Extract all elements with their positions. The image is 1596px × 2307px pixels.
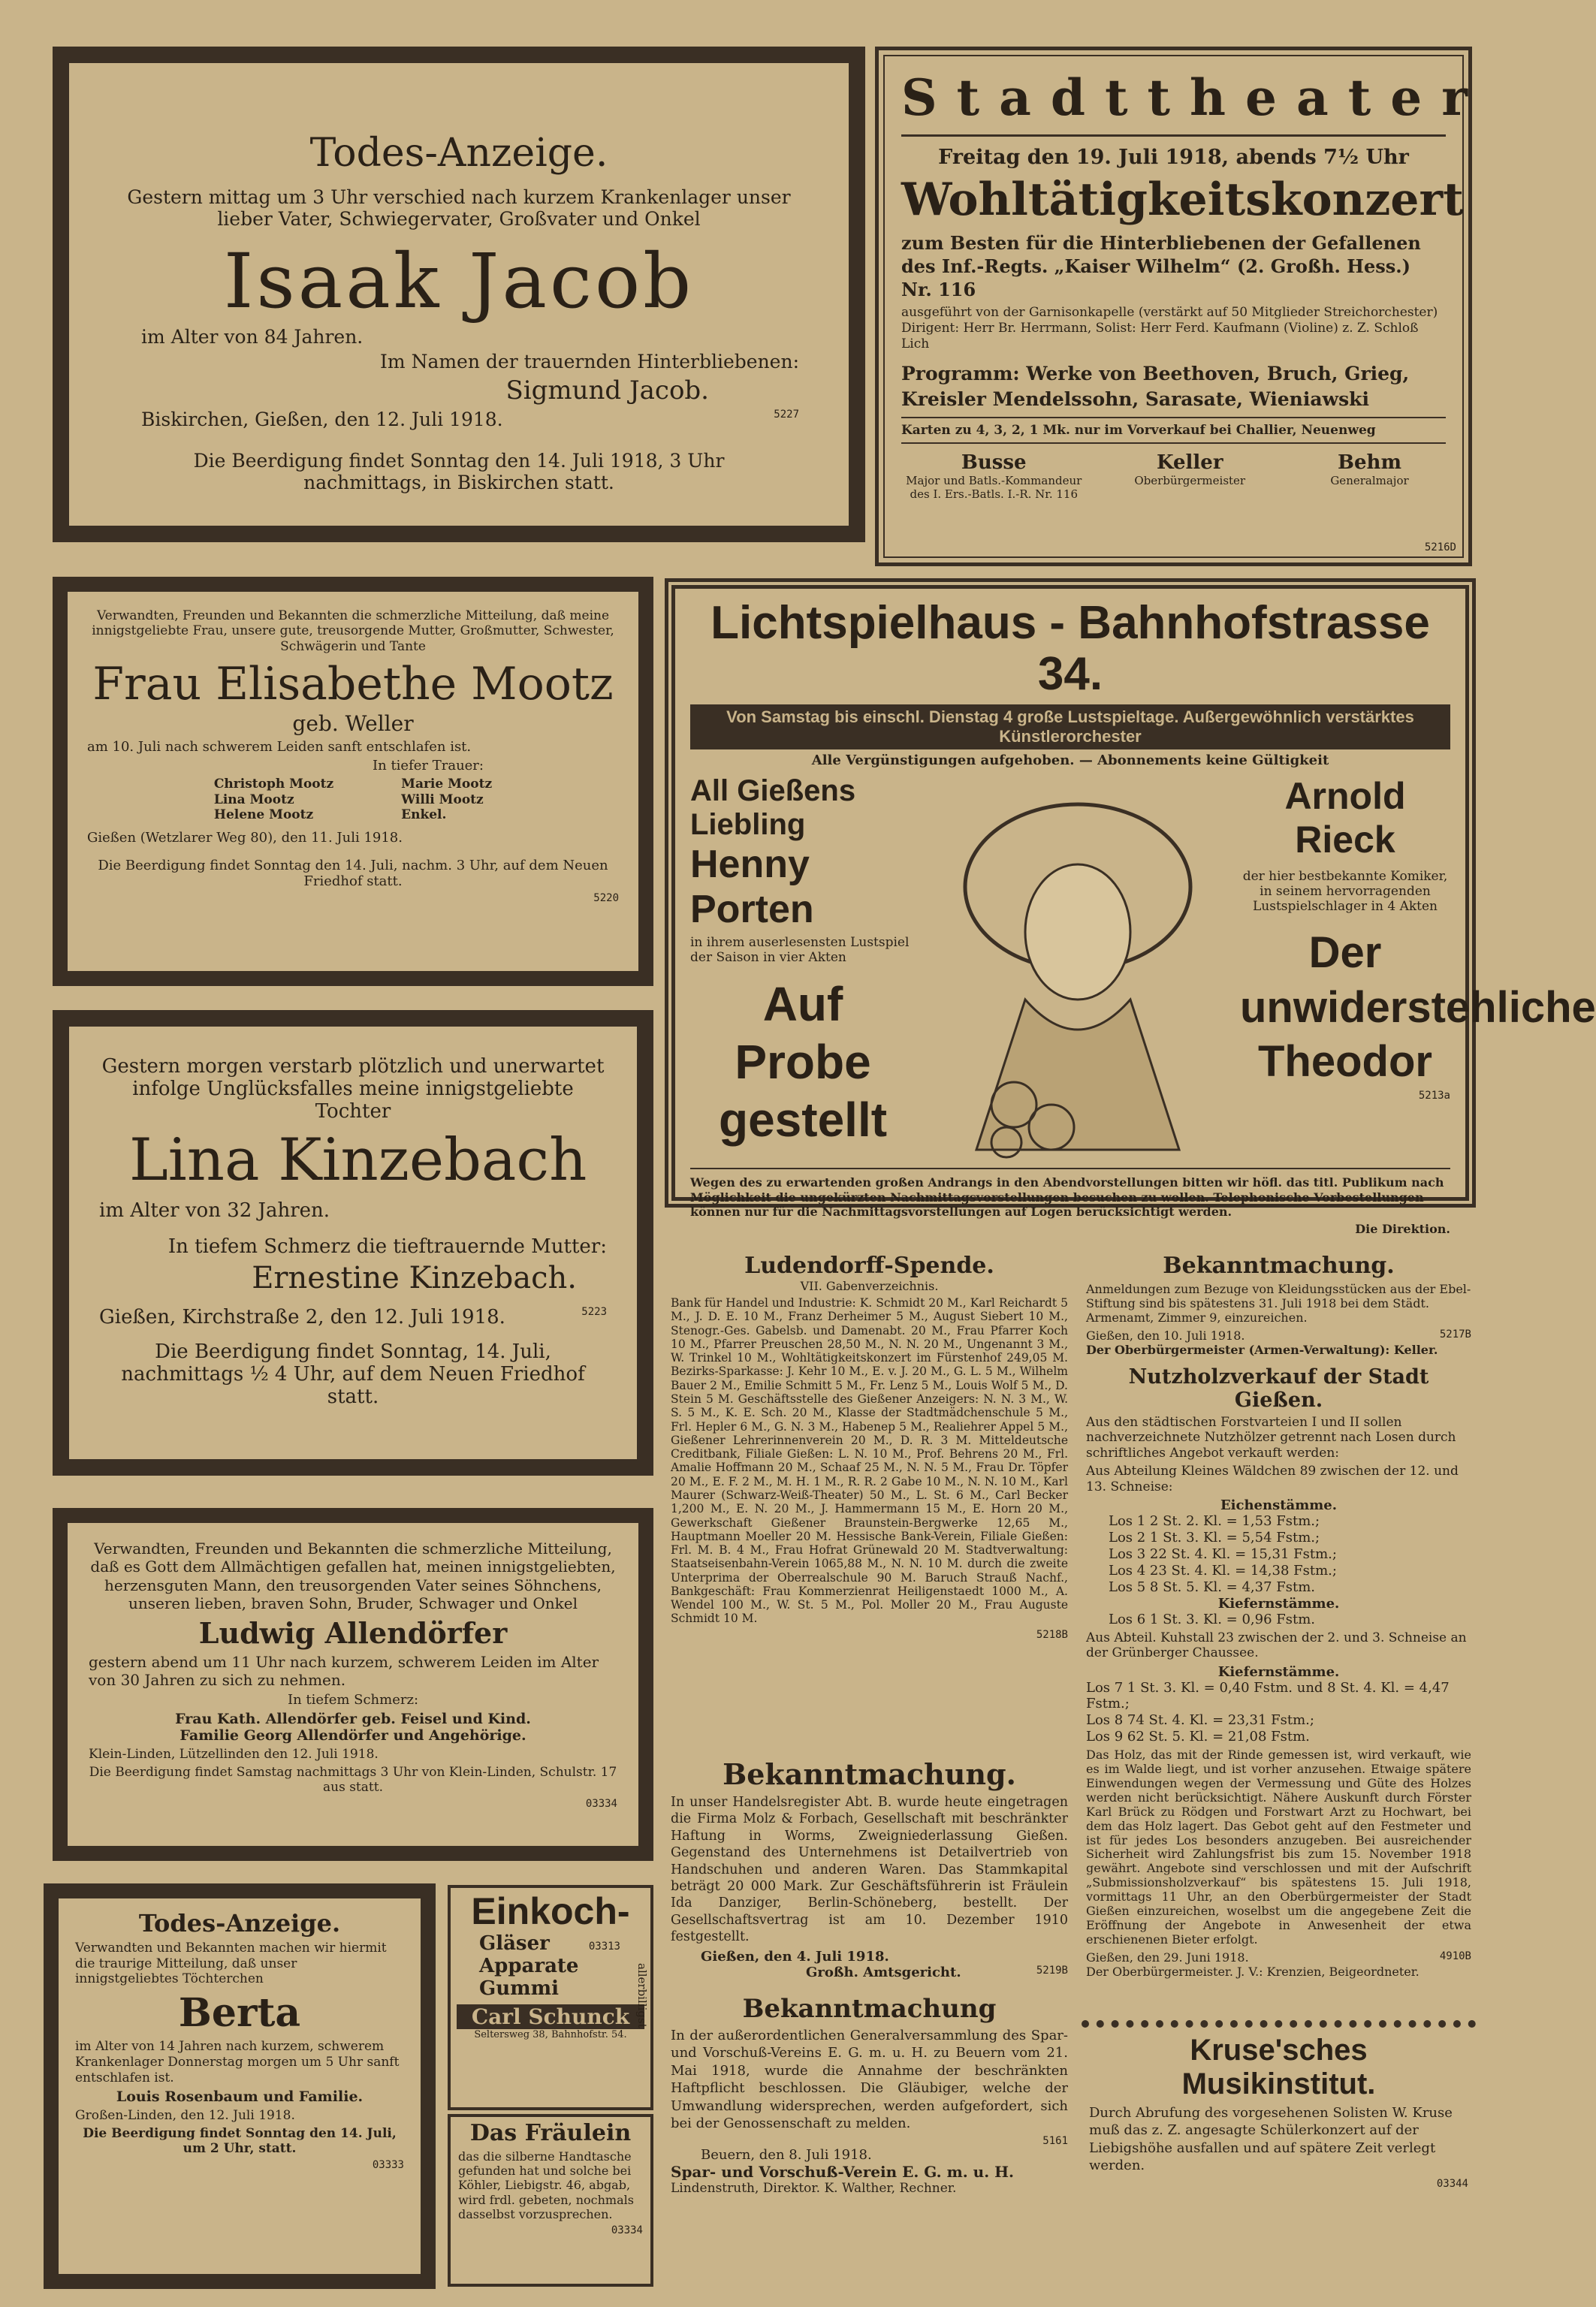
sparverein-notice <box>665 1994 1074 2272</box>
age-line: im Alter von 84 Jahren. <box>141 326 364 348</box>
ad-side-text: allerbilligst <box>635 1963 649 2028</box>
notice-intro: Verwandten, Freunden und Bekannten die schmerzliche Mitteilung, daß meine innigstgeliebte Frau, unsere gute, treusorgende Mutter, Großmutter, Schwester, Schwägerin und Tante <box>92 608 614 654</box>
notice-body: Anmeldungen zum Bezuge von Kleidungsstücken aus der Ebel-Stiftung sind bis spätestens 31. Juli 1918 bei dem Städt. Armenamt, Zimmer 9, einzureichen. <box>1086 1282 1471 1325</box>
wood-category: Kiefernstämme. <box>1217 1595 1340 1612</box>
cinema-footer: Wegen des zu erwartenden großen Andrangs in den Abendvorstellungen bitten wir höfl. das titl. Publikum nach Möglichkeit die ungekürzten Nachmittagsvorstellungen besuchen zu wollen. Telephonische Vorbestellungen können nur für die Nachmittagsvorstellungen auf Logen berücksichtigt werden. <box>690 1168 1450 1219</box>
lot-entry: Los 2 1 St. 3. Kl. = 5,54 Fstm.; <box>1109 1529 1320 1546</box>
funeral-info: Die Beerdigung findet Sonntag den 14. Juli, um 2 Uhr, statt. <box>83 2126 397 2157</box>
death-line: am 10. Juli nach schwerem Leiden sanft entschlafen ist. <box>87 739 472 755</box>
mourners-label: In tiefer Trauer: <box>373 758 484 774</box>
nutzholz-notice <box>1082 1365 1476 2011</box>
place-date: Gießen, Kirchstraße 2, den 12. Juli 1918. <box>99 1305 505 1328</box>
lost-bag-notice <box>448 2114 653 2287</box>
notice-body: In unser Handelsregister Abt. B. wurde heute eingetragen die Firma Molz & Forbach, Gesellschaft mit beschränkter Haftung in Worms, Zweigniederlassung Gießen. Gegenstand des Unternehmens ist Detailvertrieb von Handschuhen und anderen Waren. Das Stammkapital beträgt 20 000 Mark. Zur Geschäftsführerin ist Fräulein Ida Danziger, Berlin-Schöneberg, bestellt. Der Gesellschaftsvertrag ist am 10. Dezember 1910 festgestellt. <box>671 1795 1068 1945</box>
notice-title: Nutzholzverkauf der Stadt Gießen. <box>1128 1365 1429 1412</box>
place-date: Biskirchen, Gießen, den 12. Juli 1918. <box>141 409 503 430</box>
firm-name: Spar- und Vorschuß-Verein E. G. m. u. H. <box>671 2163 1014 2182</box>
berta-notice <box>44 1883 436 2289</box>
signatory-title: Major und Batls.-Kommandeur des I. Ers.-Batls. I.-R. Nr. 116 <box>906 473 1082 501</box>
mourner-name: Enkel. <box>401 807 447 822</box>
ad-title: Kruse'sches Musikinstitut. <box>1181 2034 1376 2100</box>
mourner-name: Willi Mootz <box>401 792 484 807</box>
mourner-name: Louis Rosenbaum und Familie. <box>116 2088 364 2106</box>
theater-title: Stadttheater <box>901 68 1446 137</box>
notice-title: Ludendorff-Spende. <box>744 1253 994 1279</box>
funeral-info: Die Beerdigung findet Sonntag den 14. Juli, nachm. 3 Uhr, auf dem Neuen Friedhof statt. <box>98 858 608 890</box>
film-description: in ihrem auserlesensten Lustspiel der Saison in vier Akten <box>690 935 910 966</box>
funeral-info: Die Beerdigung findet Sonntag, 14. Juli, nachmittags ½ 4 Uhr, auf dem Neuen Friedhof statt. <box>121 1340 585 1408</box>
mourner-name: Sigmund Jacob. <box>505 375 709 406</box>
lot-entry: Los 1 2 St. 2. Kl. = 1,53 Fstm.; <box>1109 1512 1320 1529</box>
wood-category: Kiefernstämme. <box>1217 1663 1340 1680</box>
notice-signature: Der Oberbürgermeister. J. V.: Krenzien, Beigeordneter. <box>1086 1964 1420 1979</box>
lot-entry: Los 7 1 St. 3. Kl. = 0,40 Fstm. und 8 St. 4. Kl. = 4,47 Fstm.; <box>1086 1679 1450 1712</box>
lot-entry: Los 4 23 St. 4. Kl. = 14,38 Fstm.; <box>1109 1562 1337 1579</box>
mourners-label: In tiefem Schmerz: <box>287 1692 419 1708</box>
ad-code: 03313 <box>588 1941 620 1953</box>
concert-title: Wohltätigkeitskonzert <box>901 173 1464 226</box>
performers: ausgeführt von der Garnisonkapelle (verstärkt auf 50 Mitglieder Streichorchester) Dirigent: Herr Br. Herrmann, Solist: Herr Ferd. Kaufmann (Violine) z. Z. Schloß Lich <box>901 304 1438 352</box>
lot-entry: Los 8 74 St. 4. Kl. = 23,31 Fstm.; <box>1086 1712 1314 1729</box>
ad-code: 03344 <box>1436 2177 1468 2190</box>
notice-title: Bekanntmachung <box>742 1994 997 2024</box>
handelsregister-notice <box>665 1757 1074 1990</box>
notice-body: das die silberne Handtasche gefunden hat und solche bei Köhler, Liebigstr. 46, abgab, wird frdl. gebeten, nochmals dasselbst vorzusprechen. <box>458 2149 634 2221</box>
lot-entry: Los 6 1 St. 3. Kl. = 0,96 Fstm. <box>1109 1611 1316 1627</box>
ad-code: 5223 <box>581 1305 607 1318</box>
ad-code: 03334 <box>585 1798 617 1811</box>
cinema-signature: Die Direktion. <box>1355 1221 1450 1236</box>
ad-code: 5219B <box>1036 1964 1068 1977</box>
signatory-title: Oberbürgermeister <box>1134 473 1246 487</box>
funeral-info: Die Beerdigung findet Samstag nachmittags 3 Uhr von Klein-Linden, Schulstr. 17 aus statt. <box>89 1765 617 1796</box>
notice-intro: Verwandten, Freunden und Bekannten die schmerzliche Mitteilung, daß es Gott dem Allmächtigen gefallen hat, meinen innigstgeliebten, herzensguten Mann, den treusorgenden Vater seines Söhnchens, unseren lieben, braven Sohn, Bruder, Schwager und Onkel <box>90 1540 616 1613</box>
notice-title: Das Fräulein <box>469 2120 632 2146</box>
mourner-name: Frau Kath. Allendörfer geb. Feisel und Kind. <box>175 1711 531 1728</box>
lot-entry: Los 5 8 St. 5. Kl. = 4,37 Fstm. <box>1109 1579 1316 1595</box>
notice-intro: Gestern mittag um 3 Uhr verschied nach kurzem Krankenlager unser lieber Vater, Schwiegervater, Großvater und Onkel <box>127 186 791 230</box>
signatory-name: Behm <box>1338 451 1401 474</box>
comedian-description: der hier bestbekannte Komiker, in seinem hervorragenden Lustspielschlager in 4 Akten <box>1242 869 1448 915</box>
lot-entry: Los 9 62 St. 5. Kl. = 21,08 Fstm. <box>1086 1729 1310 1745</box>
concert-date: Freitag den 19. Juli 1918, abends 7½ Uhr <box>938 146 1409 169</box>
notice-date: Gießen, den 4. Juli 1918. <box>701 1948 889 1965</box>
product-item: Gummi <box>479 1977 560 2000</box>
age-line: im Alter von 32 Jahren. <box>99 1199 330 1222</box>
notice-signature: Lindenstruth, Direktor. K. Walther, Rechner. <box>671 2181 957 2197</box>
ad-code: 5216D <box>1424 541 1456 553</box>
film-title: Der unwiderstehliche Theodor <box>1240 928 1596 1087</box>
ad-code: 5220 <box>593 892 619 905</box>
lot-entry: Los 3 22 St. 4. Kl. = 15,31 Fstm.; <box>1109 1546 1337 1562</box>
maiden-name: geb. Weller <box>292 711 414 737</box>
mourner-name: Lina Mootz <box>213 792 294 807</box>
notice-intro: Verwandten und Bekannten machen wir hiermit die traurige Mitteilung, daß unser innigstgeliebtes Töchterchen <box>75 1941 387 1987</box>
notice-title: Bekanntmachung. <box>723 1757 1016 1791</box>
notice-signature: Der Oberbürgermeister (Armen-Verwaltung): Keller. <box>1086 1342 1438 1357</box>
cinema-title: Lichtspielhaus - Bahnhofstrasse 34. <box>711 597 1430 701</box>
allendorfer-notice <box>53 1508 653 1861</box>
firm-name: Carl Schunck <box>457 2004 644 2029</box>
signatory-title: Generalmajor <box>1330 473 1409 487</box>
notice-title: Bekanntmachung. <box>1163 1253 1395 1279</box>
notice-date: Gießen, den 29. Juni 1918. <box>1086 1950 1249 1965</box>
mourner-name: Ernestine Kinzebach. <box>252 1260 577 1295</box>
mourner-name: Marie Mootz <box>401 777 493 792</box>
ad-code: 03333 <box>372 2159 404 2172</box>
deceased-name: Lina Kinzebach <box>129 1126 587 1194</box>
program: Programm: Werke von Beethoven, Bruch, Grieg, Kreisler Mendelssohn, Sarasate, Wieniawski <box>901 363 1410 411</box>
death-line: im Alter von 14 Jahren nach kurzem, schwerem Krankenlager Donnerstag morgen um 5 Uhr sanft entschlafen ist. <box>75 2039 400 2085</box>
mourner-name: Helene Mootz <box>213 807 314 822</box>
ad-title: Einkoch- <box>471 1890 630 1932</box>
ad-code: 5218B <box>1036 1628 1068 1641</box>
notice-intro: Gestern morgen verstarb plötzlich und unerwartet infolge Unglücksfalles meine innigstgeliebte Tochter <box>101 1055 605 1123</box>
ad-code: 4910B <box>1439 1950 1471 1962</box>
deceased-name: Berta <box>178 1990 301 2037</box>
notice-intro: Aus den städtischen Forstvarteien I und II sollen nachverzeichnete Nutzhölzer getrennt nach Losen durch schriftliches Angebot verkauft werden: <box>1086 1415 1456 1461</box>
death-line: gestern abend um 11 Uhr nach kurzem, schwerem Leiden im Alter von 30 Jahren zu sich zu nehmen. <box>89 1652 599 1689</box>
notice-date: Beuern, den 8. Juli 1918. <box>701 2147 872 2164</box>
film-tagline: All Gießens Liebling <box>690 774 856 842</box>
notice-body: Das Holz, das mit der Rinde gemessen ist, wird verkauft, wie es im Walde liegt, und ist vorher anzusehen. Etwaige spätere Einwendungen wegen der Vermessung und Güte des Holzes werden nicht berücksichtigt. Nähere Auskunft durch Förster Karl Brück zu Rödgen und Forstwart Arzt zu Hochwart, bei dem das Holz lagert. Das Gebot geht auf den Festmeter und ist für jedes Los besonders anzugeben. Bei ausreichender Sicherheit wird Zahlungsfrist bis zum 15. November 1918 gewährt. Angebote sind verschlossen und mit der Aufschrift „Submissionsholzverkauf“ bis spätestens 15. Juli 1918, vormittags 11 Uhr, an den Oberbürgermeister der Stadt Gießen einzureichen, woselbst um die angegebene Zeit die Eröffnung der Angebote in Anwesenheit der etwa erschienenen Bieter erfolgt. <box>1086 1748 1471 1947</box>
district-label: Aus Abteil. Kuhstall 23 zwischen der 2. und 3. Schneise an der Grünberger Chaussee. <box>1086 1630 1467 1661</box>
stadttheater-ad <box>875 47 1488 566</box>
notice-subtitle: VII. Gabenverzeichnis. <box>800 1279 939 1293</box>
henny-porten-illustration <box>954 774 1202 1157</box>
mourner-name: Familie Georg Allendörfer und Angehörige. <box>180 1727 526 1745</box>
ticket-info: Karten zu 4, 3, 2, 1 Mk. nur im Vorverkauf bei Challier, Neuenweg <box>901 422 1376 438</box>
place-date: Gießen (Wetzlarer Weg 80), den 11. Juli 1918. <box>87 830 403 846</box>
ludendorff-spende <box>665 1253 1074 1748</box>
deceased-name: Ludwig Allendörfer <box>198 1615 508 1650</box>
cinema-subtitle: Von Samstag bis einschl. Dienstag 4 große Lustspieltage. Außergewöhnlich verstärktes Künstlerorchester <box>690 704 1450 749</box>
notice-signature: Großh. Amtsgericht. <box>806 1964 961 1980</box>
product-item: Gläser <box>479 1932 550 1955</box>
ad-code: 5227 <box>774 409 799 421</box>
kruse-musikinstitut-ad <box>1082 2020 1476 2208</box>
ad-code: 5217B <box>1439 1328 1471 1340</box>
ad-code: 5213a <box>1418 1089 1450 1102</box>
signatory-name: Keller <box>1156 451 1223 474</box>
place-date: Klein-Linden, Lützellinden den 12. Juli 1918. <box>89 1747 379 1763</box>
notice-date: Gießen, den 10. Juli 1918. <box>1086 1328 1245 1343</box>
deceased-name: Isaak Jacob <box>223 237 695 325</box>
ebel-stiftung-notice <box>1082 1253 1476 1358</box>
notice-body: Durch Abrufung des vorgesehenen Solisten W. Kruse muß das z. Z. angesagte Schülerkonzert auf der Liebigshöhe ausfallen und auf spätere Zeit verlegt werden. <box>1089 2105 1453 2174</box>
lichtspielhaus-ad <box>665 578 1596 1236</box>
ad-code: 5161 <box>1042 2135 1068 2148</box>
film-star: Henny Porten <box>690 843 814 932</box>
funeral-info: Die Beerdigung findet Sonntag den 14. Juli 1918, 3 Uhr nachmittags, in Biskirchen statt. <box>193 450 725 493</box>
district-label: Aus Abteilung Kleines Wäldchen 89 zwischen der 12. und 13. Schneise: <box>1086 1464 1459 1494</box>
mourner-name: Christoph Mootz <box>213 777 334 792</box>
notice-heading: Todes-Anzeige. <box>138 1909 341 1938</box>
einkoch-ad <box>448 1885 653 2110</box>
firm-address: Seltersweg 38, Bahnhofstr. 54. <box>474 2029 627 2040</box>
notice-heading: Todes-Anzeige. <box>309 131 608 176</box>
kinzebach-notice <box>53 1010 653 1476</box>
film-title: Auf Probe gestellt <box>718 977 888 1147</box>
place-date: Großen-Linden, den 12. Juli 1918. <box>75 2108 295 2124</box>
ad-code: 03334 <box>611 2224 643 2236</box>
signatory-name: Busse <box>961 451 1027 474</box>
wood-category: Eichenstämme. <box>1220 1497 1338 1513</box>
cinema-notice: Alle Vergünstigungen aufgehoben. — Abonnements keine Gültigkeit <box>811 752 1329 769</box>
deceased-name: Frau Elisabethe Mootz <box>92 658 614 711</box>
notice-body: In der außerordentlichen Generalversammlung des Spar- und Vorschuß-Vereins E. G. m. u. H. zu Beuern vom 21. Mai 1918, wurde die Annahme der beschränkten Haftpflicht beschlossen. Die Gläubiger, welche der Umwandlung widersprechen, werden aufgefordert, sich bei der Genossenschaft zu melden. <box>671 2028 1068 2131</box>
product-item: Apparate <box>479 1955 579 1977</box>
mourners-label: Im Namen der trauernden Hinterbliebenen: <box>380 351 799 372</box>
donation-list: Bank für Handel und Industrie: K. Schmidt 20 M., Karl Reichardt 5 M., J. D. E. 10 M., Franz Derheimer 5 M., August Siebert 10 M., Stenogr.-Ges. Gabelsb. und Damenabt. 20 M., Frau Pfarrer Koch 10 M., Pfarrer Preuschen 28,50 M., N. N. 20 M., Ungenannt 3 M., W. Trinkel 10 M., Wohltätigkeitskonzert im Fürstenhof 249,05 M. Bezirks-Sparkasse: J. Kehr 10 M., E. v. J. 20 M., G. L. 5 M., Wilhelm Bauer 2 M., Emilie Schmitt 5 M., Fr. Lenz 5 M., Louis Wolf 5 M., D. Stein 5 M. Geschäftsstelle des Gießener Anzeigers: N. N. 3 M., W. S. 5 M., K. E. Sch. 20 M., Klasse der Stadtmädchenschule 5 M., Frl. Hepler 6 M., G. N. 3 M., Habenep 5 M., Realiehrer Appel 5 M., Gießener Lehrerinnenverein 20 M., D. R. 3 M. Mitteldeutsche Creditbank, Filiale Gießen: L. N. 10 M., Prof. Behrens 20 M., Frl. Amalie Hoffmann 20 M., Schaaf 25 M., N. N. 5 M., Frau Dr. Töpfer 20 M., E. F. 2 M., M. H. 1 M., R. R. 2 Gabe 10 M., N. N. 10 M., Karl Maurer (Schwarz-Weiß-Theater) 50 M., L. St. 6 M., Carl Becker 1,200 M., E. N. 20 M., J. Hammermann 15 M., E. Horn 20 M., Gewerkschaft Gießener Braunstein-Bergwerke 12,65 M., Hauptmann Moeller 20 M. Hessische Bank-Verein, Filiale Gießen: Frl. M. B. 4 M., Frau Hofrat Grünewald 20 M. Stadtverwaltung: Staatseisenbahn-Verein 1065,88 M., N. N. 10 M. durch die zweite Unterprima der Oberrealschule 90 M. Baruch Strauß Nachf., Bankgeschäft: Frau Kommerzienrat Heiligenstaedt 1000 M., A. Wendel 100 M., W. St. 5 M., Pol. Moller 20 M., Frau Auguste Schmidt 10 M. <box>671 1296 1068 1626</box>
mootz-notice <box>53 577 653 986</box>
comedian-name: Arnold Rieck <box>1284 775 1406 861</box>
isaak-jacob-notice <box>53 47 865 542</box>
concert-purpose: zum Besten für die Hinterbliebenen der Gefallenen des Inf.-Regts. „Kaiser Wilhelm“ (2. Großh. Hess.) Nr. 116 <box>901 232 1421 301</box>
mourners-label: In tiefem Schmerz die tieftrauernde Mutter: <box>167 1235 607 1258</box>
